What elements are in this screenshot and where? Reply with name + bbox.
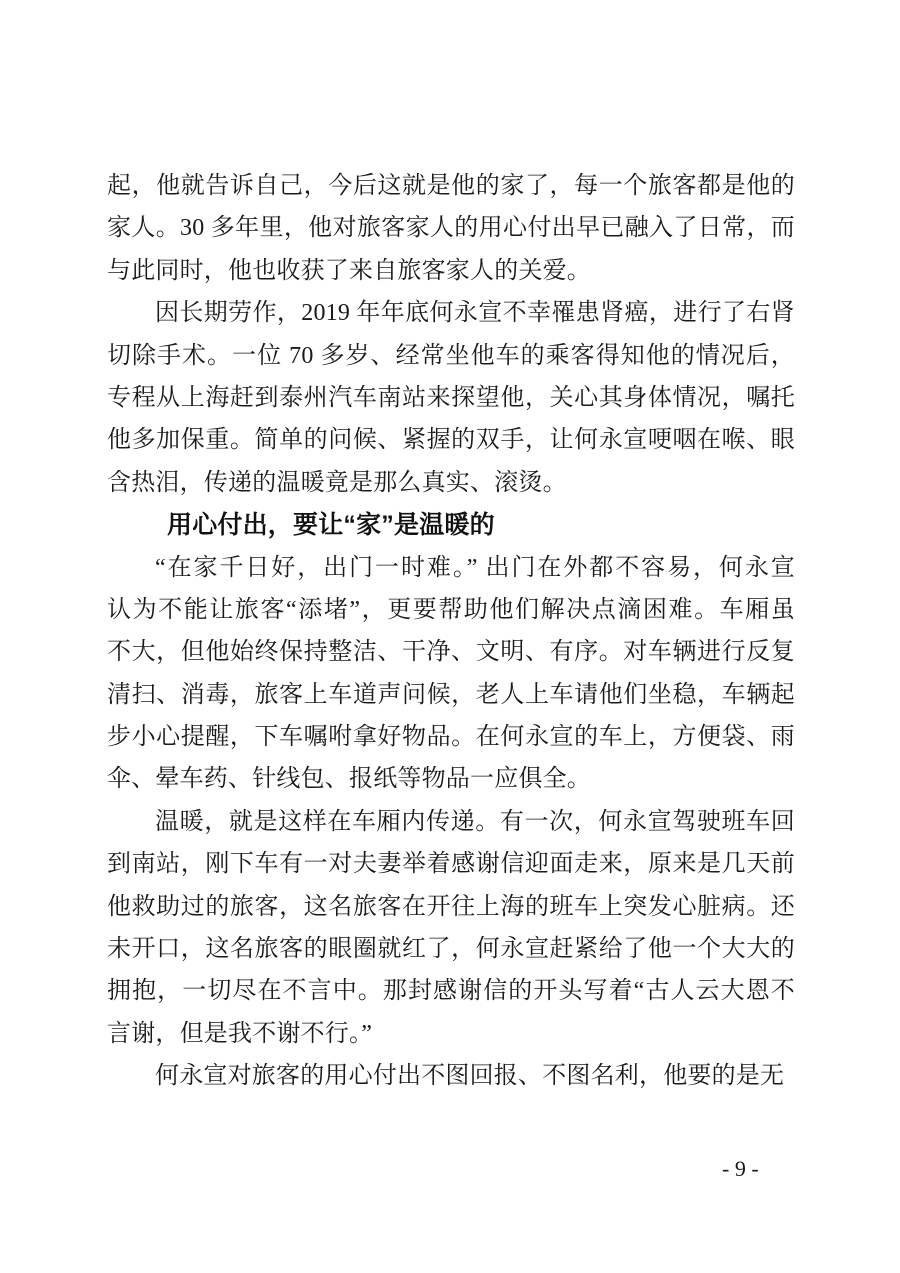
paragraph [107, 547, 795, 801]
text-line: 未开口，这名旅客的眼圈就红了，何永宣赶紧给了他一个大大的 [107, 936, 795, 963]
text-line: 何永宣对旅客的用心付出不图回报、不图名利，他要的是无 [155, 1063, 785, 1090]
page-number: - 9 - [722, 1156, 759, 1181]
text-line: 清扫、消毒，旅客上车道声问候，老人上车请他们坐稳，车辆起 [107, 681, 795, 708]
text-line: 言谢，但是我不谢不行。” [107, 1020, 373, 1047]
text-line: “在家千日好，出门一时难。” 出门在外都不容易，何永宣 [155, 554, 795, 581]
text-line: 含热泪，传递的温暖竟是那么真实、滚烫。 [107, 469, 567, 496]
text-line: 与此同时，他也收获了来自旅客家人的关爱。 [107, 257, 591, 284]
text-line: 步小心提醒，下车嘱咐拿好物品。在何永宣的车上，方便袋、雨 [107, 724, 795, 751]
text-body [107, 165, 795, 1098]
text-line: 认为不能让旅客“添堵”，更要帮助他们解决点滴困难。车厢虽 [107, 596, 795, 623]
text-line: 到南站，刚下车有一对夫妻举着感谢信迎面走来，原来是几天前 [107, 851, 795, 878]
text-line: 专程从上海赶到泰州汽车南站来探望他，关心其身体情况，嘱托 [107, 384, 795, 411]
section-heading [107, 504, 795, 546]
text-line: 他多加保重。简单的问候、紧握的双手，让何永宣哽咽在喉、眼 [107, 427, 795, 454]
text-line: 温暖，就是这样在车厢内传递。有一次，何永宣驾驶班车回 [155, 808, 795, 835]
paragraph [107, 801, 795, 1055]
text-line: 伞、晕车药、针线包、报纸等物品一应俱全。 [107, 766, 591, 793]
text-line: 拥抱，一切尽在不言中。那封感谢信的开头写着“古人云大恩不 [107, 978, 795, 1005]
text-line: 不大，但他始终保持整洁、干净、文明、有序。对车辆进行反复 [107, 639, 795, 666]
text-line: 他救助过的旅客，这名旅客在开往上海的班车上突发心脏病。还 [107, 893, 795, 920]
paragraph [107, 1055, 795, 1097]
text-line: 因长期劳作，2019 年年底何永宣不幸罹患肾癌，进行了右肾 [155, 300, 795, 327]
paragraph [107, 292, 795, 504]
text-line: 切除手术。一位 70 多岁、经常坐他车的乘客得知他的情况后， [107, 342, 795, 369]
text-line: 用心付出，要让“家”是温暖的 [167, 511, 495, 540]
paragraph [107, 165, 795, 292]
text-line: 起，他就告诉自己，今后这就是他的家了，每一个旅客都是他的 [107, 173, 795, 199]
text-line: 家人。30 多年里，他对旅客家人的用心付出早已融入了日常，而 [107, 215, 795, 242]
